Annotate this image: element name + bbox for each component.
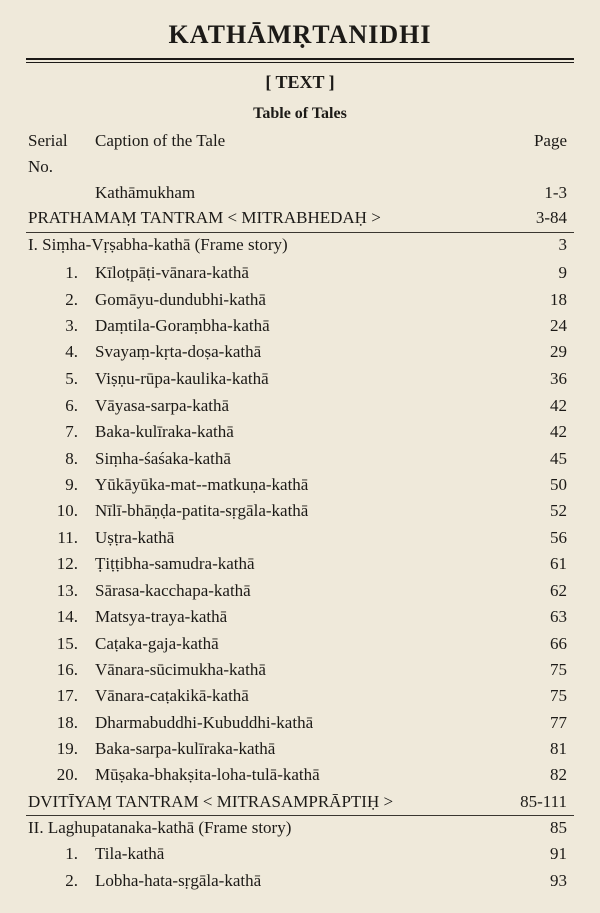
tale-serial-number: 11.: [57, 528, 78, 547]
tale-caption: Uṣṭra-kathā: [95, 528, 175, 547]
page-number: 85-111: [520, 792, 567, 811]
book-title: KATHĀMṚTANIDHI: [168, 20, 432, 49]
page-number: 3-84: [535, 208, 567, 227]
page-number: 56: [550, 528, 567, 547]
table-row: [0, 472, 600, 498]
table-row: [0, 366, 600, 392]
page-number: 82: [550, 765, 567, 784]
table-row: [0, 868, 600, 894]
column-header-serial: Serial: [28, 131, 68, 150]
tale-serial-number: 2.: [65, 290, 78, 309]
page-number: 36: [550, 369, 567, 388]
tale-caption: Svayaṃ-kṛta-doṣa-kathā: [95, 342, 262, 361]
table-row: [0, 841, 600, 867]
table-row: [0, 789, 600, 815]
page-number: 29: [550, 342, 567, 361]
page-number: 77: [550, 713, 567, 732]
section-divider: [26, 815, 574, 816]
table-row: [0, 232, 600, 258]
page-number: 66: [550, 634, 567, 653]
section-divider: [26, 232, 574, 233]
tale-serial-number: 1.: [65, 263, 78, 282]
tale-serial-number: 8.: [65, 449, 78, 468]
tale-serial-number: 16.: [56, 660, 78, 679]
column-header-page: Page: [533, 131, 567, 150]
table-row: [0, 551, 600, 577]
tale-caption: Kīloṭpāṭi-vānara-kathā: [95, 263, 249, 282]
page-number: 9: [558, 263, 567, 282]
tale-caption: Vānara-sūcimukha-kathā: [95, 660, 266, 679]
table-row: [0, 683, 600, 709]
tale-caption: Vānara-caṭakikā-kathā: [95, 686, 249, 705]
tale-caption: Siṃha-śaśaka-kathā: [95, 449, 231, 468]
tale-serial-number: 20.: [56, 765, 78, 784]
column-header-caption: Caption of the Tale: [95, 131, 226, 150]
table-row: [0, 815, 600, 841]
tale-caption: Tila-kathā: [95, 844, 165, 863]
table-row: [0, 205, 600, 231]
table-row: [0, 260, 600, 286]
tale-serial-number: 1.: [65, 844, 78, 863]
tale-serial-number: 2.: [65, 871, 78, 890]
table-row: [0, 604, 600, 630]
tale-serial-number: 12.: [56, 554, 78, 573]
table-row: [0, 313, 600, 339]
table-row: [0, 710, 600, 736]
tale-serial-number: 19.: [56, 739, 78, 758]
page-number: 1-3: [544, 183, 567, 202]
tale-caption: Baka-sarpa-kulīraka-kathā: [95, 739, 276, 758]
tale-caption: Matsya-traya-kathā: [95, 607, 228, 626]
tale-serial-number: 9.: [65, 475, 78, 494]
page-number: 42: [550, 396, 567, 415]
tale-serial-number: 3.: [65, 316, 78, 335]
table-row: [0, 180, 600, 206]
tale-caption: Sārasa-kacchapa-kathā: [95, 581, 251, 600]
section-caption: DVITĪYAṂ TANTRAM < MITRASAMPRĀPTIḤ >: [28, 792, 394, 811]
page-number: 18: [550, 290, 567, 309]
table-title: Table of Tales: [253, 105, 347, 122]
page-number: 50: [550, 475, 567, 494]
page-number: 93: [550, 871, 567, 890]
page-number: 61: [550, 554, 567, 573]
page-number: 63: [550, 607, 567, 626]
tale-serial-number: 7.: [65, 422, 78, 441]
tale-caption: Yūkāyūka-mat--matkuṇa-kathā: [95, 475, 309, 494]
table-row: [0, 446, 600, 472]
page-number: 52: [550, 501, 567, 520]
section-caption: I. Siṃha-Vṛṣabha-kathā (Frame story): [28, 235, 288, 254]
tale-serial-number: 6.: [65, 396, 78, 415]
title-rule-thin: [26, 62, 574, 63]
tale-serial-number: 4.: [65, 342, 78, 361]
tale-caption: Baka-kulīraka-kathā: [95, 422, 234, 441]
page-number: 75: [550, 686, 567, 705]
table-row: [0, 631, 600, 657]
table-row: [0, 287, 600, 313]
tale-caption: Dharmabuddhi-Kubuddhi-kathā: [95, 713, 314, 732]
table-row: [0, 578, 600, 604]
page-number: 42: [550, 422, 567, 441]
table-row: [0, 419, 600, 445]
page-number: 85: [550, 818, 567, 837]
tale-serial-number: 10.: [56, 501, 78, 520]
tale-caption: Caṭaka-gaja-kathā: [95, 634, 219, 653]
section-heading: [ TEXT ]: [265, 72, 335, 92]
title-rule-thick: [26, 58, 574, 60]
table-row: [0, 339, 600, 365]
page-number: 45: [550, 449, 567, 468]
table-row: [0, 657, 600, 683]
tale-caption: Ṭiṭṭibha-samudra-kathā: [95, 554, 255, 573]
table-row: [0, 762, 600, 788]
tale-serial-number: 18.: [56, 713, 78, 732]
section-caption: PRATHAMAṂ TANTRAM < MITRABHEDAḤ >: [28, 208, 381, 227]
tale-caption: Nīlī-bhāṇḍa-patita-sṛgāla-kathā: [95, 501, 309, 520]
page-number: 81: [550, 739, 567, 758]
tale-caption: Viṣṇu-rūpa-kaulika-kathā: [95, 369, 269, 388]
column-header-serial-no: No.: [28, 157, 54, 176]
tale-caption: Lobha-hata-sṛgāla-kathā: [95, 871, 262, 890]
section-caption: II. Laghupatanaka-kathā (Frame story): [28, 818, 292, 837]
tale-caption: Daṃtila-Goraṃbha-kathā: [95, 316, 270, 335]
table-row: [0, 498, 600, 524]
tale-serial-number: 13.: [56, 581, 78, 600]
tale-caption: Gomāyu-dundubhi-kathā: [95, 290, 266, 309]
tale-caption: Vāyasa-sarpa-kathā: [95, 396, 230, 415]
table-row: [0, 525, 600, 551]
tale-serial-number: 15.: [56, 634, 78, 653]
tale-serial-number: 5.: [65, 369, 78, 388]
page-number: 91: [550, 844, 567, 863]
tale-serial-number: 17.: [56, 686, 78, 705]
page-number: 62: [550, 581, 567, 600]
page-number: 75: [550, 660, 567, 679]
table-row: [0, 736, 600, 762]
page-number: 3: [558, 235, 567, 254]
tale-caption: Mūṣaka-bhakṣita-loha-tulā-kathā: [95, 765, 320, 784]
tale-serial-number: 14.: [56, 607, 78, 626]
table-row: [0, 393, 600, 419]
tale-caption: Kathāmukham: [95, 183, 196, 202]
page-number: 24: [550, 316, 567, 335]
